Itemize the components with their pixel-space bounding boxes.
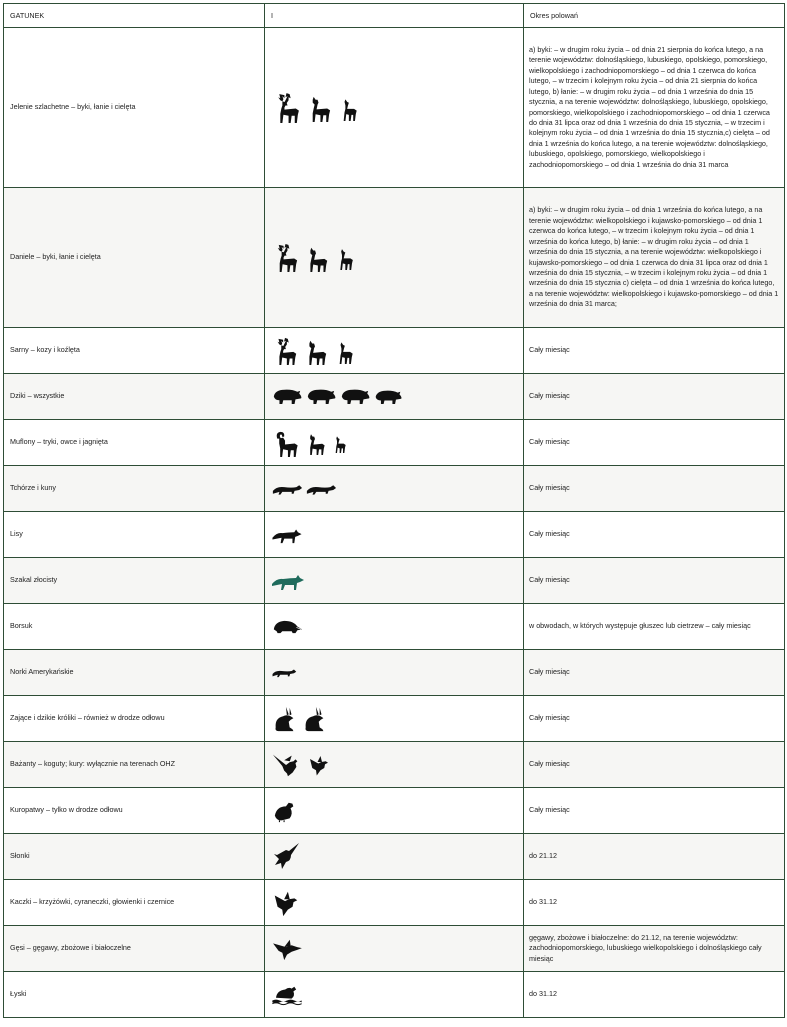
icon-cell — [265, 420, 524, 466]
species-cell: Szakal złocisty — [4, 558, 265, 604]
season-cell: Cały miesiąc — [524, 420, 785, 466]
icon-cell — [265, 558, 524, 604]
roe-doe-icon — [301, 336, 329, 366]
doe-icon — [304, 92, 333, 123]
table-row — [4, 650, 785, 696]
species-cell: Borsuk — [4, 604, 265, 650]
badger-icon — [271, 618, 303, 635]
species-cell: Sarny – kozy i koźlęta — [4, 328, 265, 374]
table-row — [4, 834, 785, 880]
icon-cell — [265, 696, 524, 742]
species-cell: Lisy — [4, 512, 265, 558]
hare-icon — [271, 705, 299, 733]
table-row — [4, 328, 785, 374]
woodcock-icon — [271, 841, 301, 873]
season-cell: a) byki: – w drugim roku życia – od dnia 1 września do końca lutego, a na terenie województw: wielkopolskiego i kujawsko-pomorskiego – od dnia 1 czerwca do końca lutego, – w trzecim i kolejnym roku życia – od dnia 1 września do końca lutego, b) łanie: – w drugim roku życia – od dnia 1 września do dnia 15 stycznia, a na terenie województw: wielkopolskiego i kujawsko-pomorskiego – od dnia 1 czerwca do dnia 31 lipca oraz od dnia 1 września do dnia 15 stycznia, – w trzecim i kolejnym roku życia – od dnia 1 września do dnia 15 stycznia c) cielęta – od dnia 1 września do końca lutego, a na terenie województw: wielkopolskiego i kujawsko-pomorskiego – od dnia 1 września do dnia 31 marca; — [524, 188, 785, 328]
polecat-marten-icons — [265, 482, 523, 496]
golden-jackal-icon — [271, 568, 305, 594]
lamb-icon — [329, 432, 349, 454]
mouflon-icons — [265, 427, 523, 458]
coot-icon — [271, 984, 303, 1006]
ewe-icon — [303, 430, 327, 456]
hare-rabbit-icons — [265, 705, 523, 733]
fallow-fawn-icon — [332, 244, 357, 271]
season-cell: Cały miesiąc — [524, 742, 785, 788]
wild-boar-icons — [265, 387, 523, 406]
badger-icon-wrap — [265, 618, 523, 635]
stag-icon — [271, 91, 302, 124]
season-cell: w obwodach, w których występuje głuszec lub cietrzew – cały miesiąc — [524, 604, 785, 650]
jackal-icon-wrap — [265, 568, 523, 594]
icon-cell — [265, 28, 524, 188]
rabbit-icon — [301, 705, 329, 733]
icon-cell — [265, 188, 524, 328]
ram-icon — [271, 427, 301, 458]
icon-cell — [265, 328, 524, 374]
icon-cell — [265, 926, 524, 972]
polecat-icon — [271, 482, 303, 496]
species-cell: Kaczki – krzyżówki, cyraneczki, głowienki i czernice — [4, 880, 265, 926]
coot-icon-wrap — [265, 984, 523, 1006]
species-cell: Gęsi – gęgawy, zbożowe i białoczelne — [4, 926, 265, 972]
table-row — [4, 742, 785, 788]
partridge-icon — [271, 799, 299, 823]
roe-deer-icons — [265, 336, 523, 366]
season-cell: Cały miesiąc — [524, 512, 785, 558]
species-cell: Norki Amerykańskie — [4, 650, 265, 696]
icon-cell — [265, 650, 524, 696]
icon-cell — [265, 834, 524, 880]
season-cell: Cały miesiąc — [524, 328, 785, 374]
icon-cell — [265, 972, 524, 1018]
species-cell: Jelenie szlachetne – byki, łanie i cielęta — [4, 28, 265, 188]
header-icon: I — [265, 4, 524, 28]
species-cell: Zające i dzikie króliki – również w drodze odłowu — [4, 696, 265, 742]
season-cell: do 31.12 — [524, 972, 785, 1018]
fallow-buck-icon — [271, 242, 300, 273]
pheasant-hen-icon — [305, 753, 333, 777]
marten-icon — [305, 482, 337, 496]
header-species: GATUNEK — [4, 4, 265, 28]
species-cell: Dziki – wszystkie — [4, 374, 265, 420]
season-cell: Cały miesiąc — [524, 374, 785, 420]
fox-icon-wrap — [265, 525, 523, 545]
season-cell: Cały miesiąc — [524, 466, 785, 512]
species-cell: Tchórze i kuny — [4, 466, 265, 512]
table-row — [4, 512, 785, 558]
table-row — [4, 696, 785, 742]
boar-icon — [339, 387, 371, 406]
icon-cell — [265, 742, 524, 788]
table-row — [4, 926, 785, 972]
duck-icon-wrap — [265, 888, 523, 918]
pheasant-cock-icon — [271, 751, 303, 779]
icon-cell — [265, 604, 524, 650]
fallow-doe-icon — [302, 243, 330, 273]
season-cell: Cały miesiąc — [524, 650, 785, 696]
icon-cell — [265, 374, 524, 420]
icon-cell — [265, 788, 524, 834]
boar-icon — [373, 388, 403, 406]
table-row — [4, 972, 785, 1018]
mink-icon-wrap — [265, 667, 523, 678]
header-season: Okres polowań — [524, 4, 785, 28]
red-deer-icons — [265, 91, 523, 124]
table-row — [4, 374, 785, 420]
icon-cell — [265, 466, 524, 512]
season-cell: a) byki: – w drugim roku życia – od dnia 21 sierpnia do końca lutego, a na terenie województw: dolnośląskiego, lubuskiego, opolskiego, pomorskiego, wielkopolskiego i zachodniopomorskiego – od dnia 1 czerwca do końca lutego, – w trzecim i kolejnym roku życia – od dnia 21 sierpnia do końca lutego, b) łanie: – w drugim roku życia – od dnia 1 września do dnia 15 stycznia, a na terenie województw: dolnośląskiego, lubuskiego, opolskiego, pomorskiego, wielkopolskiego i zachodniopomorskiego – od dnia 1 czerwca do dnia 31 lipca oraz od dnia 1 września do dnia 15 stycznia, – w trzecim i kolejnym roku życia – od dnia 1 września do dnia 15 stycznia,c) cielęta – od dnia 1 września do końca lutego, a na terenie województw: dolnośląskiego, lubuskiego, opolskiego, pomorskiego, wielkopolskiego i zachodniopomorskiego – od dnia 1 września do dnia 31 marca — [524, 28, 785, 188]
boar-icon — [271, 387, 303, 406]
pheasant-icons — [265, 751, 523, 779]
roebuck-icon — [271, 336, 299, 366]
season-cell: Cały miesiąc — [524, 696, 785, 742]
table-row — [4, 420, 785, 466]
species-cell: Kuropatwy – tylko w drodze odłowu — [4, 788, 265, 834]
season-cell: Cały miesiąc — [524, 558, 785, 604]
species-cell: Słonki — [4, 834, 265, 880]
woodcock-icon-wrap — [265, 841, 523, 873]
species-cell: Muflony – tryki, owce i jagnięta — [4, 420, 265, 466]
season-cell: do 21.12 — [524, 834, 785, 880]
table-row — [4, 880, 785, 926]
icon-cell — [265, 880, 524, 926]
table-row — [4, 28, 785, 188]
table-row — [4, 558, 785, 604]
hunting-season-table — [3, 3, 785, 1018]
table-header-row — [4, 4, 785, 28]
species-cell: Łyski — [4, 972, 265, 1018]
season-cell: do 31.12 — [524, 880, 785, 926]
duck-icon — [271, 888, 301, 918]
goose-icon-wrap — [265, 936, 523, 962]
season-cell: gęgawy, zbożowe i białoczelne: do 21.12, na terenie województw: zachodniopomorskiego, lubuskiego wielkopolskiego i dolnośląskiego cały miesiąc — [524, 926, 785, 972]
fox-icon — [271, 525, 303, 545]
icon-cell — [265, 512, 524, 558]
goose-icon — [271, 936, 303, 962]
table-row — [4, 604, 785, 650]
partridge-icon-wrap — [265, 799, 523, 823]
species-cell: Bażanty – koguty; kury: wyłącznie na terenach OHZ — [4, 742, 265, 788]
boar-icon — [305, 387, 337, 406]
table-row — [4, 466, 785, 512]
roe-fawn-icon — [331, 337, 357, 365]
mink-icon — [271, 667, 297, 678]
table-row — [4, 788, 785, 834]
fallow-deer-icons — [265, 242, 523, 273]
table-row — [4, 188, 785, 328]
species-cell: Daniele – byki, łanie i cielęta — [4, 188, 265, 328]
season-cell: Cały miesiąc — [524, 788, 785, 834]
fawn-icon — [335, 94, 361, 122]
